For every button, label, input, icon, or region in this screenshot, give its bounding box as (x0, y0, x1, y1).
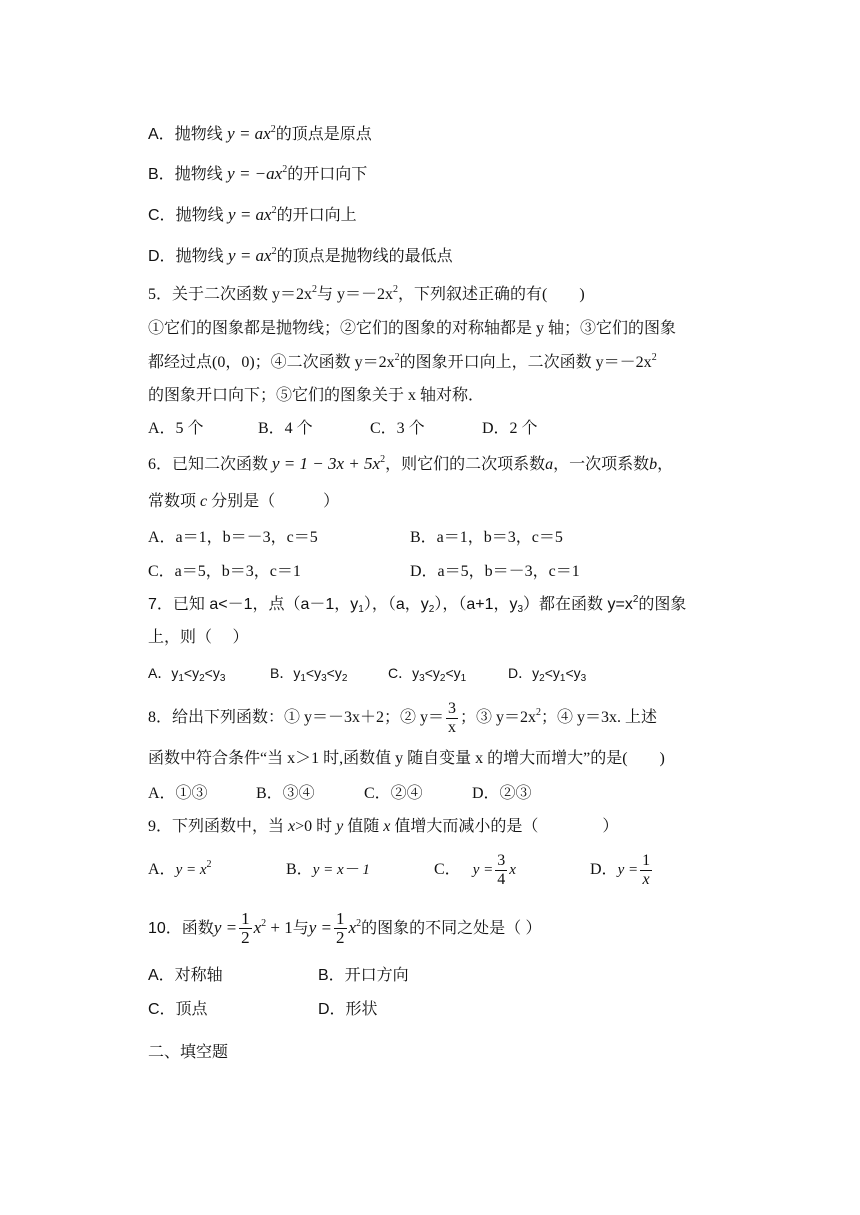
q7-stem: 7．已知 a<－1，点（a－1，y1），（a，y2），（a+1，y3）都在函数 $y=x^2$的图象 (148, 594, 687, 615)
q5-statement-line3: 的图象开口向下；⑤它们的图象关于 x 轴对称． (148, 387, 485, 404)
q7-option-d: D．$y_2<y_1<y_3$ (508, 665, 587, 684)
q6-option-a: A．a＝1，b＝－3，c＝5 (148, 529, 318, 546)
q6-stem-line2: 常数项 c 分别是（ ） (148, 493, 340, 510)
q5-option-d: D．2 个 (482, 420, 538, 437)
q4-option-a: A．抛物线 $y = ax^2$的顶点是原点 (148, 124, 372, 143)
q10-options-row1 (148, 964, 750, 988)
q5-statement-line2: 都经过点(0，0)；④二次函数 $y=2x^2$的图象开口向上，二次函数 $y=-2x^2$ (148, 352, 657, 371)
q6-stem: 6．已知二次函数 $y = 1 - 3x + 5x^2$，则它们的二次项系数a，一次项系数b， (148, 454, 674, 473)
q5-stem: 5．关于二次函数 $y=2x^2$与 $y=-2x^2$，下列叙述正确的有( ) (148, 284, 585, 303)
q7-option-a: A．$y_1<y_2<y_3$ (148, 665, 226, 684)
q4-option-d: D．抛物线 $y = ax^2$的顶点是抛物线的最低点 (148, 246, 453, 265)
q8-option-c: C．②④ (364, 785, 423, 802)
q5-option-b: B．4 个 (258, 420, 313, 437)
q7-option-b: B．$y_1<y_3<y_2$ (270, 665, 348, 684)
q6-option-d: D．a＝5，b＝－3，c＝1 (410, 563, 580, 580)
q8-stem: 8．给出下列函数：① y＝－3x＋2；② y＝ $\frac{3}{x}$ ；③ $y=2x^2$；④ y＝3x. 上述 (148, 700, 658, 736)
q9-option-c: C． y = $\frac{3}{4}$ x (434, 851, 516, 888)
q6-options-row2 (148, 560, 750, 584)
q5-option-a: A．5 个 (148, 420, 204, 437)
q7-options (148, 661, 750, 685)
q9-option-b: B．y = x－ 1 (286, 861, 370, 878)
q6-option-b: B．a＝1，b＝3，c＝5 (410, 529, 563, 546)
q9-option-d: D．y = $\frac{1}{x}$ (590, 851, 651, 888)
q5-statement-line1: ①它们的图象都是抛物线；②它们的图象的对称轴都是 y 轴；③它们的图象 (148, 320, 677, 337)
q4-option-b: B．抛物线 $y = -ax^2$的开口向下 (148, 164, 368, 183)
q10-option-c: C．顶点 (148, 1001, 208, 1018)
q8-options (148, 782, 750, 806)
q10-option-a: A．对称轴 (148, 967, 223, 984)
section-title: 二、填空题 (148, 1044, 229, 1061)
q8-stem-line2: 函数中符合条件“当 x＞1 时,函数值 y 随自变量 x 的增大而增大”的是( ) (148, 750, 665, 767)
q10-option-b: B．开口方向 (318, 967, 409, 984)
q9-option-a: A．$y = x^2$ (148, 859, 212, 878)
q4-option-c: C．抛物线 $y = ax^2$的开口向上 (148, 205, 357, 224)
q7-option-c: C．$y_3<y_2<y_1$ (388, 665, 467, 684)
q5-options (148, 417, 750, 441)
q10-options-row2 (148, 998, 750, 1022)
q6-options-row1 (148, 526, 750, 550)
q9-stem: 9．下列函数中，当 x>0 时 y 值随 x 值增大而减小的是（ ） (148, 818, 619, 835)
q10-option-d: D．形状 (318, 1001, 378, 1018)
q9-options (148, 850, 750, 890)
q5-option-c: C．3 个 (370, 420, 425, 437)
q8-option-a: A．①③ (148, 785, 208, 802)
q6-option-c: C．a＝5，b＝3，c＝1 (148, 563, 301, 580)
q10-stem: 10．函数y = $\frac{1}{2}$ $x^2 + 1$与y = $\frac{1}{2}$ $x^2$的图象的不同之处是（ ） (148, 909, 542, 948)
q8-fraction: $\frac{3}{x}$ (448, 700, 457, 736)
q8-option-b: B．③④ (256, 785, 315, 802)
q8-option-d: D．②③ (472, 785, 532, 802)
q7-stem-line2: 上，则（ ） (148, 629, 249, 646)
